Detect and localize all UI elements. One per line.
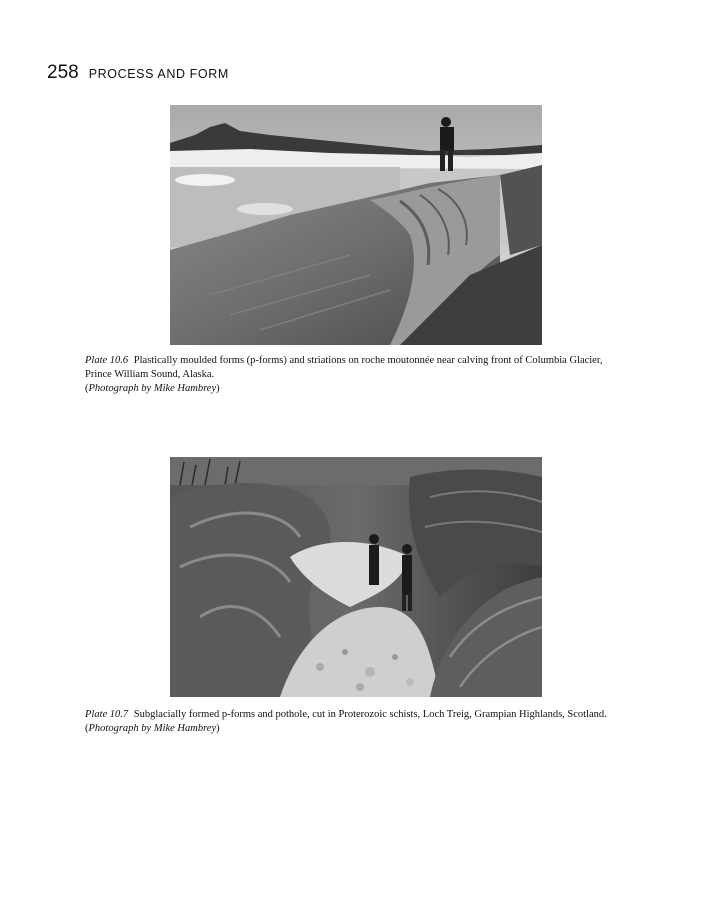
plate-10-6-photo xyxy=(170,105,542,345)
plate-10-7-photo xyxy=(170,457,542,697)
credit-text: Photograph by Mike Hambrey xyxy=(88,723,217,734)
running-head xyxy=(47,62,229,84)
photo-credit xyxy=(85,382,625,396)
photo-credit xyxy=(85,722,625,736)
credit-text: Photograph by Mike Hambrey xyxy=(88,383,217,394)
caption-text: Subglacially formed p-forms and pothole, cut in Proterozoic schists, Loch Treig, Grampian Highlands, Scotland. xyxy=(133,709,607,720)
page-number: 258 xyxy=(47,62,79,83)
caption-text: Plastically moulded forms (p-forms) and striations on roche moutonnée near calving front of Columbia Glacier, Prince William Sound, Alaska. xyxy=(85,355,603,380)
credit-open-paren: ( xyxy=(85,383,89,394)
credit-open-paren: ( xyxy=(85,723,89,734)
plate-10-6-caption xyxy=(85,354,625,396)
plate-label: Plate 10.6 xyxy=(85,355,129,366)
credit-close-paren: ) xyxy=(216,383,220,394)
credit-close-paren: ) xyxy=(216,723,220,734)
section-title: PROCESS AND FORM xyxy=(88,67,229,81)
plate-label: Plate 10.7 xyxy=(85,709,129,720)
plate-10-7-caption xyxy=(85,708,625,736)
